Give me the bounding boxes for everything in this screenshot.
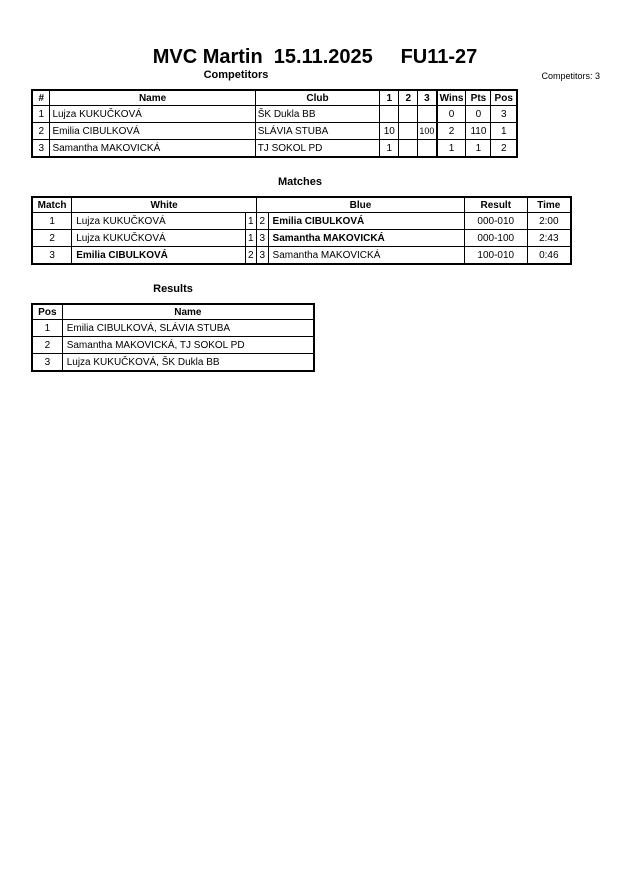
- match-white-num: 2: [245, 247, 256, 265]
- col-header-match: Match: [32, 197, 72, 213]
- competitor-r2: [399, 123, 418, 140]
- competitor-name: Samantha MAKOVICKÁ: [50, 140, 255, 158]
- competitor-r2: [399, 140, 418, 158]
- page-title: MVC Martin 15.11.2025 FU11-27: [152, 46, 478, 68]
- competitor-pos: 1: [491, 123, 517, 140]
- competitors-table: [31, 89, 518, 158]
- matches-header-row: [32, 197, 571, 213]
- results-table: [31, 303, 315, 372]
- table-row: [32, 337, 314, 354]
- match-blue-num: 3: [257, 247, 268, 265]
- match-number: 2: [32, 230, 72, 247]
- competitor-pts: 0: [466, 106, 491, 123]
- match-blue-num: 2: [257, 213, 268, 230]
- competitor-wins: 1: [437, 140, 466, 158]
- col-header-time: Time: [527, 197, 571, 213]
- match-number: 1: [32, 213, 72, 230]
- match-blue-num: 3: [257, 230, 268, 247]
- match-result: 000-010: [464, 213, 527, 230]
- table-row: [32, 320, 314, 337]
- result-name: Lujza KUKUČKOVÁ, ŠK Dukla BB: [62, 354, 314, 372]
- match-white: Emilia CIBULKOVÁ: [72, 247, 245, 265]
- results-heading: Results: [153, 283, 193, 295]
- competitors-heading: Competitors: [203, 69, 269, 81]
- match-blue: Emilia CIBULKOVÁ: [268, 213, 464, 230]
- col-header-blue: Blue: [257, 197, 465, 213]
- match-number: 3: [32, 247, 72, 265]
- competitor-club: SLÁVIA STUBA: [255, 123, 380, 140]
- table-row: [32, 123, 517, 140]
- results-header-row: [32, 304, 314, 320]
- match-blue: Samantha MAKOVICKÁ: [268, 247, 464, 265]
- competitor-r3: [418, 140, 437, 158]
- match-result: 000-100: [464, 230, 527, 247]
- competitor-wins: 0: [437, 106, 466, 123]
- col-header-r1: 1: [380, 90, 399, 106]
- table-row: [32, 354, 314, 372]
- match-white-num: 1: [245, 213, 256, 230]
- competitors-header-row: [32, 90, 517, 106]
- competitor-num: 1: [32, 106, 50, 123]
- matches-heading: Matches: [277, 176, 323, 188]
- col-header-result: Result: [464, 197, 527, 213]
- competitors-count: Competitors: 3: [541, 71, 600, 81]
- col-header-name: Name: [62, 304, 314, 320]
- competitor-r1: [380, 106, 399, 123]
- competitor-r3: [418, 106, 437, 123]
- table-row: [32, 230, 571, 247]
- competitor-pts: 1: [466, 140, 491, 158]
- competitor-wins: 2: [437, 123, 466, 140]
- competitor-num: 2: [32, 123, 50, 140]
- table-row: [32, 247, 571, 265]
- table-row: [32, 140, 517, 158]
- col-header-pos: Pos: [32, 304, 62, 320]
- col-header-num: #: [32, 90, 50, 106]
- table-row: [32, 213, 571, 230]
- match-time: 2:00: [527, 213, 571, 230]
- result-name: Emilia CIBULKOVÁ, SLÁVIA STUBA: [62, 320, 314, 337]
- table-row: [32, 106, 517, 123]
- col-header-club: Club: [255, 90, 380, 106]
- match-white-num: 1: [245, 230, 256, 247]
- col-header-r2: 2: [399, 90, 418, 106]
- competitor-r3: 100: [418, 123, 437, 140]
- result-pos: 1: [32, 320, 62, 337]
- competitor-name: Emilia CIBULKOVÁ: [50, 123, 255, 140]
- match-white: Lujza KUKUČKOVÁ: [72, 230, 245, 247]
- match-white: Lujza KUKUČKOVÁ: [72, 213, 245, 230]
- col-header-white: White: [72, 197, 257, 213]
- competitor-pts: 110: [466, 123, 491, 140]
- col-header-pts: Pts: [466, 90, 491, 106]
- col-header-wins: Wins: [437, 90, 466, 106]
- col-header-name: Name: [50, 90, 255, 106]
- competitor-pos: 2: [491, 140, 517, 158]
- result-pos: 3: [32, 354, 62, 372]
- result-name: Samantha MAKOVICKÁ, TJ SOKOL PD: [62, 337, 314, 354]
- result-pos: 2: [32, 337, 62, 354]
- matches-table: [31, 196, 572, 265]
- competitor-r1: 10: [380, 123, 399, 140]
- col-header-r3: 3: [418, 90, 437, 106]
- match-time: 2:43: [527, 230, 571, 247]
- competitor-pos: 3: [491, 106, 517, 123]
- match-blue: Samantha MAKOVICKÁ: [268, 230, 464, 247]
- competitor-r2: [399, 106, 418, 123]
- competitor-club: ŠK Dukla BB: [255, 106, 380, 123]
- competitor-num: 3: [32, 140, 50, 158]
- competitor-club: TJ SOKOL PD: [255, 140, 380, 158]
- col-header-pos: Pos: [491, 90, 517, 106]
- match-result: 100-010: [464, 247, 527, 265]
- match-time: 0:46: [527, 247, 571, 265]
- competitor-name: Lujza KUKUČKOVÁ: [50, 106, 255, 123]
- competitor-r1: 1: [380, 140, 399, 158]
